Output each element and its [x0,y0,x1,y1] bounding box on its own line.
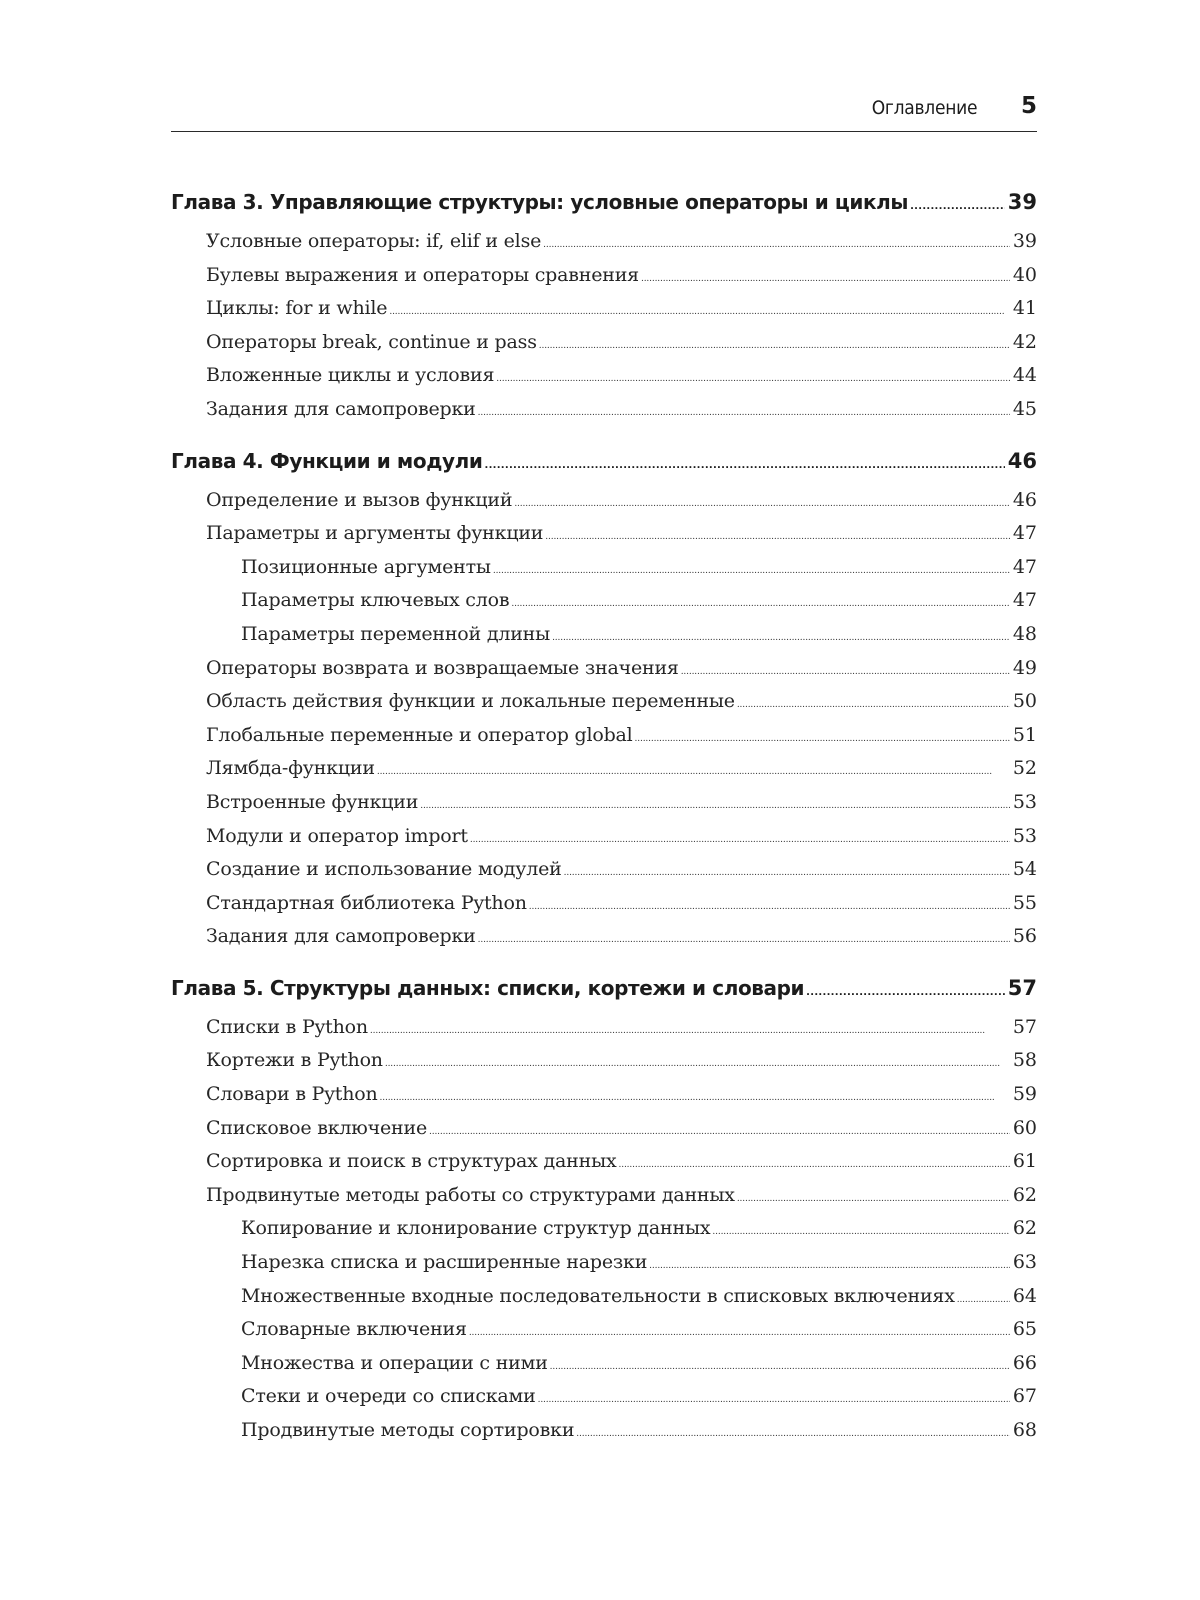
dot-leader [420,790,1010,824]
toc-entry[interactable] [171,393,1037,427]
entry-page: 67 [1012,1385,1037,1408]
toc-chapter-heading[interactable] [171,445,1037,478]
toc-entry[interactable] [171,326,1037,360]
dot-leader [380,1082,1010,1116]
entry-title: Множества и операции с ними [241,1351,548,1374]
toc-subentry[interactable] [171,1313,1037,1347]
entry-page: 55 [1012,891,1037,914]
toc-entry[interactable] [171,1011,1037,1045]
toc-entry[interactable] [171,1179,1037,1213]
entry-title: Множественные входные последовательности в списковых включениях [241,1284,955,1307]
entry-page: 48 [1012,622,1037,645]
entry-page: 66 [1012,1351,1037,1374]
entry-page: 68 [1012,1419,1037,1441]
dot-leader [389,296,1009,330]
entry-page: 54 [1012,858,1037,881]
entry-page: 62 [1012,1183,1037,1206]
entry-page: 63 [1012,1251,1037,1274]
dot-leader [478,397,1010,431]
entry-page: 60 [1012,1116,1037,1139]
entry-title: Операторы break, continue и pass [206,330,537,353]
chapter-title: Глава 4. Функции и модули [171,448,483,473]
entry-title: Лямбда-функции [206,757,375,780]
entry-title: Встроенные функции [206,790,419,813]
toc-entry[interactable] [171,1044,1037,1078]
entry-title: Позиционные аргументы [241,555,491,578]
entry-page: 59 [1012,1083,1037,1106]
toc-entry[interactable] [171,685,1037,719]
toc-subentry[interactable] [171,1414,1037,1448]
dot-leader [496,363,1010,397]
dot-leader [543,229,1010,263]
running-header [171,95,1037,132]
dot-leader [470,824,1010,858]
toc-subentry[interactable] [171,1347,1037,1381]
entry-page: 53 [1012,824,1037,847]
entry-title: Операторы возврата и возвращаемые значения [206,656,679,679]
toc-entry[interactable] [171,517,1037,551]
chapter-page: 46 [1007,448,1037,473]
dot-leader [619,1149,1010,1183]
entry-page: 61 [1012,1150,1037,1173]
toc-entry[interactable] [171,719,1037,753]
toc-chapter-4 [171,445,1037,954]
entry-title: Вложенные циклы и условия [206,364,495,387]
entry-title: Глобальные переменные и оператор global [206,723,633,746]
dot-leader [552,622,1010,656]
dot-leader [469,1317,1010,1351]
entry-page: 47 [1012,522,1037,545]
toc-entry[interactable] [171,786,1037,820]
chapter-title: Глава 5. Структуры данных: списки, кортежи и словари [171,975,805,1000]
entry-title: Сортировка и поиск в структурах данных [206,1150,617,1173]
entry-page: 57 [1012,1015,1037,1038]
toc-entry[interactable] [171,887,1037,921]
toc-entry[interactable] [171,820,1037,854]
toc-entry[interactable] [171,920,1037,954]
entry-title: Списковое включение [206,1116,427,1139]
entry-page: 58 [1012,1049,1037,1072]
toc-entry[interactable] [171,484,1037,518]
dot-leader [529,891,1010,925]
entry-title: Параметры и аргументы функции [206,522,544,545]
entry-title: Определение и вызов функций [206,488,513,511]
toc-entry[interactable] [171,259,1037,293]
dot-leader [514,488,1010,522]
dot-leader [550,1351,1010,1385]
page-number: 5 [1020,93,1037,119]
entry-page: 39 [1012,230,1037,252]
entry-title: Циклы: for и while [206,297,388,320]
toc-entry[interactable] [171,752,1037,786]
toc-entry[interactable] [171,1145,1037,1179]
toc-entry[interactable] [171,359,1037,393]
entry-title: Булевы выражения и операторы сравнения [206,263,639,286]
entry-page: 52 [1012,757,1037,780]
toc-subentry[interactable] [171,551,1037,585]
entry-title: Параметры ключевых слов [241,589,510,612]
dot-leader [576,1418,1010,1452]
chapter-page: 57 [1007,975,1037,1000]
entry-title: Создание и использование модулей [206,858,562,881]
dot-leader [649,1250,1010,1284]
entry-title: Кортежи в Python [206,1049,383,1072]
dot-leader [493,555,1010,589]
dot-leader [370,1015,1010,1049]
dot-leader [538,1384,1010,1418]
entry-title: Продвинутые методы работы со структурами данных [206,1183,735,1206]
entry-title: Списки в Python [206,1015,368,1038]
dot-leader [564,857,1010,891]
entry-page: 40 [1012,263,1037,286]
dot-leader [910,190,1005,223]
entry-page: 56 [1012,925,1037,948]
entry-title: Модули и оператор import [206,824,468,847]
entry-page: 65 [1012,1318,1037,1341]
entry-page: 45 [1012,397,1037,420]
table-of-contents [171,186,1037,1466]
entry-title: Продвинутые методы сортировки [241,1419,575,1441]
chapter-title: Глава 3. Управляющие структуры: условные операторы и циклы [171,190,909,214]
toc-entry[interactable] [171,652,1037,686]
entry-page: 51 [1012,723,1037,746]
toc-entry[interactable] [171,1112,1037,1146]
dot-leader [484,449,1004,482]
entry-title: Задания для самопроверки [206,397,476,420]
toc-entry[interactable] [171,853,1037,887]
dot-leader [478,924,1010,958]
toc-entry[interactable] [171,1078,1037,1112]
entry-title: Словарные включения [241,1318,467,1341]
dot-leader [712,1216,1009,1250]
dot-leader [429,1116,1010,1150]
toc-subentry[interactable] [171,1246,1037,1280]
entry-title: Условные операторы: if, elif и else [206,230,542,252]
chapter-page: 39 [1007,190,1037,214]
dot-leader [377,756,1010,790]
toc-subentry[interactable] [171,1280,1037,1314]
dot-leader [545,521,1010,555]
entry-page: 50 [1012,690,1037,713]
entry-page: 47 [1012,555,1037,578]
entry-title: Словари в Python [206,1083,378,1106]
entry-page: 47 [1012,589,1037,612]
entry-page: 46 [1012,488,1037,511]
toc-chapter-heading[interactable] [171,186,1037,219]
toc-subentry[interactable] [171,584,1037,618]
entry-page: 41 [1012,297,1037,320]
entry-title: Параметры переменной длины [241,622,551,645]
dot-leader [635,723,1010,757]
entry-title: Задания для самопроверки [206,925,476,948]
toc-subentry[interactable] [171,1380,1037,1414]
entry-page: 44 [1012,364,1037,387]
entry-page: 49 [1012,656,1037,679]
toc-chapter-heading[interactable] [171,972,1037,1005]
entry-page: 53 [1012,790,1037,813]
dot-leader [641,263,1010,297]
running-header-title: Оглавление [871,97,977,119]
entry-title: Стеки и очереди со списками [241,1385,536,1408]
toc-chapter-5 [171,972,1037,1448]
entry-page: 62 [1012,1217,1037,1240]
entry-title: Копирование и клонирование структур данных [241,1217,711,1240]
entry-page: 64 [1012,1284,1037,1307]
dot-leader [385,1048,1010,1082]
dot-leader [737,1183,1010,1217]
entry-title: Стандартная библиотека Python [206,891,527,914]
dot-leader [681,656,1010,690]
dot-leader [539,330,1010,364]
dot-leader [737,689,1010,723]
toc-subentry[interactable] [171,618,1037,652]
entry-title: Нарезка списка и расширенные нарезки [241,1251,648,1274]
dot-leader [957,1284,1010,1318]
dot-leader [806,976,1005,1009]
entry-title: Область действия функции и локальные переменные [206,690,735,713]
dot-leader [511,588,1009,622]
toc-entry[interactable] [171,292,1037,326]
toc-chapter-3 [171,186,1037,427]
toc-subentry[interactable] [171,1212,1037,1246]
toc-entry[interactable] [171,225,1037,259]
entry-page: 42 [1012,330,1037,353]
